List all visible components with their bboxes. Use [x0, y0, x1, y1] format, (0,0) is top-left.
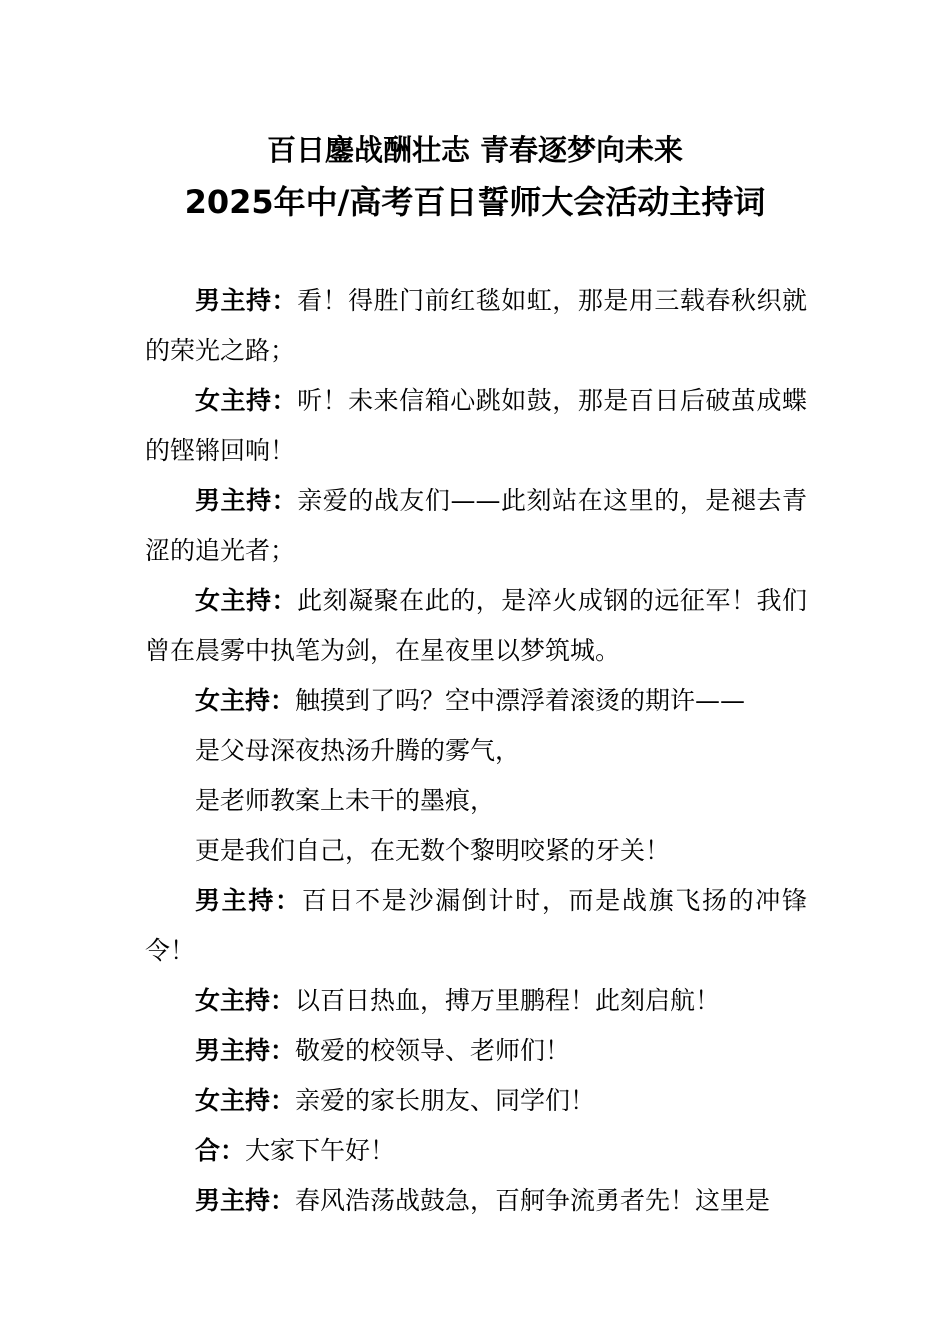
script-line: [145, 1126, 807, 1176]
line-text: 春风浩荡战鼓急，百舸争流勇者先！这里是: [295, 1186, 771, 1215]
verse-line: 更是我们自己，在无数个黎明咬紧的牙关！: [195, 836, 671, 865]
line-text: 触摸到了吗？空中漂浮着滚烫的期许——: [295, 686, 746, 715]
script-line: [145, 476, 807, 576]
line-text: 看！得胜门前红毯如虹，那是用三载春秋织就的荣光之路；: [145, 286, 807, 365]
line-text: 大家下午好！: [245, 1136, 396, 1165]
line-text: 此刻凝聚在此的，是淬火成钢的远征军！我们曾在晨雾中执笔为剑，在星夜里以梦筑城。: [145, 586, 807, 665]
speaker-label: 男主持：: [195, 286, 298, 315]
speaker-label: 男主持：: [195, 486, 298, 515]
verse-line: 是父母深夜热汤升腾的雾气，: [195, 736, 521, 765]
speaker-label: 女主持：: [195, 686, 296, 715]
verse-line: 是老师教案上未干的墨痕，: [195, 786, 496, 815]
speaker-label: 女主持：: [195, 986, 296, 1015]
speaker-label: 男主持：: [195, 1036, 296, 1065]
document-subtitle: 2025年中/高考百日誓师大会活动主持词: [184, 183, 766, 221]
script-line: [145, 1176, 807, 1226]
script-line: [145, 1076, 807, 1126]
speaker-label: 男主持：: [195, 1186, 296, 1215]
line-text: 亲爱的战友们——此刻站在这里的，是褪去青涩的追光者；: [145, 486, 807, 565]
document-title: 百日鏖战酬壮志 青春逐梦向未来: [266, 133, 684, 167]
script-line: [145, 1026, 807, 1076]
script-line: [145, 376, 807, 476]
script-body: [145, 276, 807, 1226]
speaker-label: 女主持：: [195, 586, 298, 615]
line-text: 亲爱的家长朋友、同学们！: [295, 1086, 596, 1115]
line-text: 百日不是沙漏倒计时，而是战旗飞扬的冲锋令！: [145, 886, 807, 965]
script-line: [145, 676, 807, 726]
line-text: 以百日热血，搏万里鹏程！此刻启航！: [295, 986, 721, 1015]
line-text: 听！未来信箱心跳如鼓，那是百日后破茧成蝶的铿锵回响！: [145, 386, 807, 465]
speaker-label: 女主持：: [195, 386, 298, 415]
script-line: [145, 876, 807, 976]
line-text: 敬爱的校领导、老师们！: [295, 1036, 571, 1065]
script-line: [145, 976, 807, 1026]
script-line: [145, 276, 807, 376]
speaker-label: 合：: [195, 1136, 246, 1165]
script-line: [145, 576, 807, 676]
speaker-label: 男主持：: [195, 886, 302, 915]
speaker-label: 女主持：: [195, 1086, 296, 1115]
